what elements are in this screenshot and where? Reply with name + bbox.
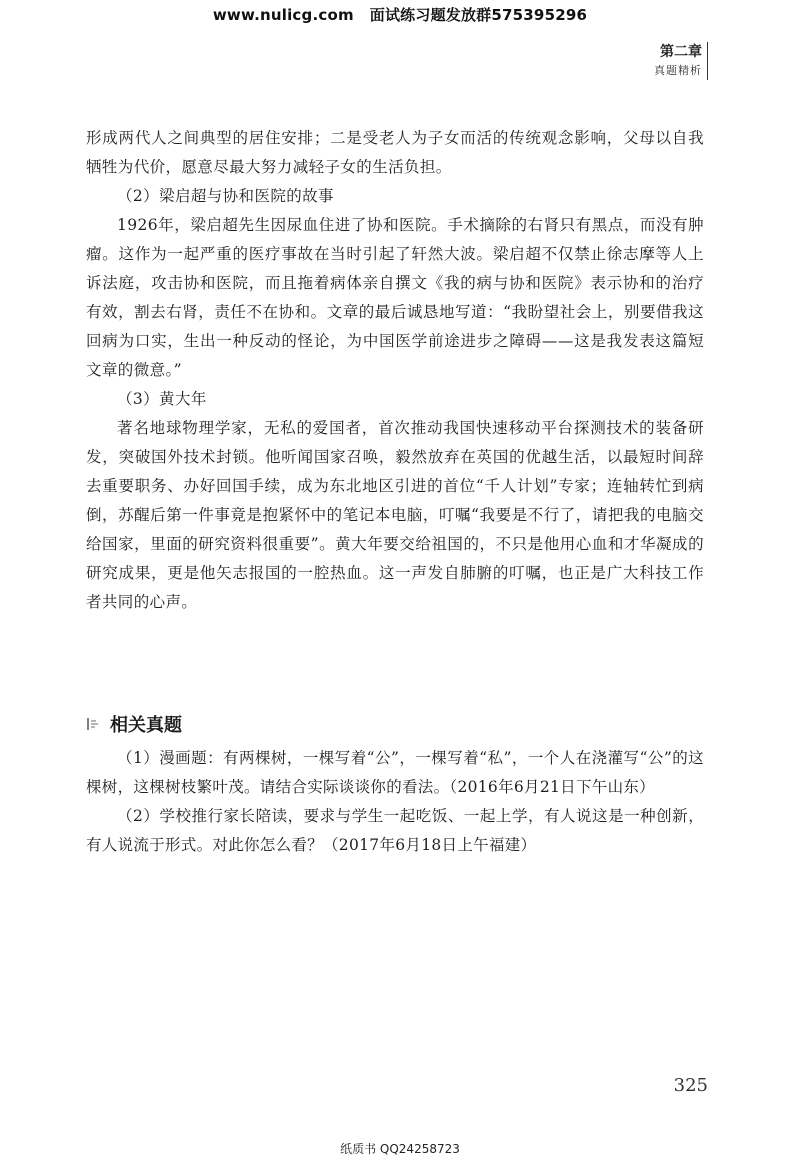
footer-credit: 纸质书 QQ24258723 <box>340 1142 460 1156</box>
top-banner <box>0 4 800 25</box>
section-marker-icon <box>86 716 102 732</box>
subheading-huang-danian: （3）黄大年 <box>117 390 207 408</box>
banner-url: www.nulicg.com <box>212 6 354 24</box>
related-title: 相关真题 <box>110 715 182 736</box>
related-questions <box>86 744 704 860</box>
related-section-title <box>86 710 182 738</box>
main-content <box>86 124 704 617</box>
related-question-item: （2）学校推行家长陪读，要求与学生一起吃饭、一起上学，有人说这是一种创新，有人说流于形式。对此你怎么看？（2017年6月18日上午福建） <box>86 807 704 854</box>
chapter-header <box>654 42 702 80</box>
page-number: 325 <box>673 1075 708 1096</box>
paragraph-liang-qichao: 1926年，梁启超先生因尿血住进了协和医院。手术摘除的右肾只有黑点，而没有肿瘤。这作为一起严重的医疗事故在当时引起了轩然大波。梁启超不仅禁止徐志摩等人上诉法庭，攻击协和医院，而且拖着病体亲自撰文《我的病与协和医院》表示协和的治疗有效，割去右肾，责任不在协和。文章的最后诚恳地写道：“我盼望社会上，别要借我这回病为口实，生出一种反动的怪论，为中国医学前途进步之障碍——这是我发表这篇短文章的微意。” <box>86 216 704 379</box>
chapter-subtitle: 真题精析 <box>654 64 702 77</box>
paragraph-continuation: 形成两代人之间典型的居住安排；二是受老人为子女而活的传统观念影响，父母以自我牺牲为代价，愿意尽最大努力减轻子女的生活负担。 <box>86 129 704 176</box>
subheading-liang-qichao: （2）梁启超与协和医院的故事 <box>117 187 334 205</box>
header-rule <box>707 42 709 80</box>
related-question-item: （1）漫画题：有两棵树，一棵写着“公”，一棵写着“私”，一个人在浇灌写“公”的这棵树，这棵树枝繁叶茂。请结合实际谈谈你的看法。（2016年6月21日下午山东） <box>86 749 704 796</box>
banner-text: 面试练习题发放群575395296 <box>369 6 588 24</box>
paragraph-huang-danian: 著名地球物理学家，无私的爱国者，首次推动我国快速移动平台探测技术的装备研发，突破国外技术封锁。他听闻国家召唤，毅然放弃在英国的优越生活，以最短时间辞去重要职务、办好回国手续，成为东北地区引进的首位“千人计划”专家；连轴转忙到病倒，苏醒后第一件事竟是抱紧怀中的笔记本电脑，叮嘱“我要是不行了，请把我的电脑交给国家，里面的研究资料很重要”。黄大年要交给祖国的，不只是他用心血和才华凝成的研究成果，更是他矢志报国的一腔热血。这一声发自肺腑的叮嘱，也正是广大科技工作者共同的心声。 <box>86 419 704 611</box>
chapter-title: 第二章 <box>660 44 702 60</box>
